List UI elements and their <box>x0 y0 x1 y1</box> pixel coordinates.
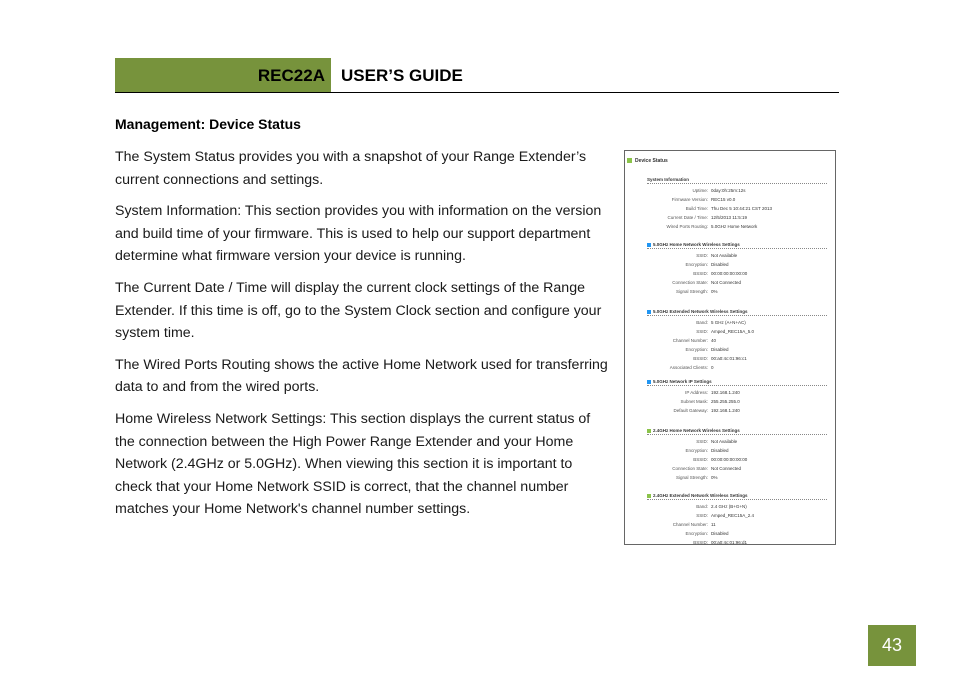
status-row <box>647 538 827 547</box>
row-label: Uptime: <box>692 188 708 193</box>
group-title: 5.0GHz Network IP Settings <box>647 379 827 386</box>
row-label: BSSID: <box>693 356 708 361</box>
row-label: Encryption: <box>685 347 708 352</box>
row-value: 00:a0:4c:01:96:c1 <box>711 356 747 361</box>
paragraph: The Wired Ports Routing shows the active Home Network used for transferring data to and from the wired ports. <box>115 356 608 396</box>
screenshot-title: Device Status <box>627 158 668 164</box>
row-value: 255.255.255.0 <box>711 399 740 404</box>
group-title: 2.4GHz Home Network Wireless Settings <box>647 428 827 435</box>
header-rule <box>115 92 839 93</box>
row-value: Amped_REC15A_5.0 <box>711 329 755 334</box>
status-row <box>647 269 827 278</box>
row-label: Current Date / Time: <box>667 215 708 220</box>
row-value: 00:00:00:00:00:00 <box>711 271 748 276</box>
row-value: 11 <box>711 522 716 527</box>
section-title: Management: Device Status <box>115 116 301 132</box>
row-label: SSID: <box>696 439 708 444</box>
row-value: 40 <box>711 338 717 343</box>
group-icon <box>647 429 651 433</box>
row-value: 00:00:00:00:00:00 <box>711 457 748 462</box>
status-row <box>647 345 827 354</box>
status-row <box>647 336 827 345</box>
device-status-screenshot <box>624 150 836 545</box>
row-value: Amped_REC15A_2.4 <box>711 513 755 518</box>
row-label: Connection State: <box>672 280 708 285</box>
body-text <box>115 146 610 530</box>
row-label: Encryption: <box>685 262 708 267</box>
status-icon <box>627 158 632 163</box>
row-value: 0 <box>711 365 714 370</box>
status-row <box>647 318 827 327</box>
status-group <box>647 309 827 372</box>
row-label: Connection State: <box>672 466 708 471</box>
group-title: 5.0GHz Home Network Wireless Settings <box>647 242 827 249</box>
row-label: Encryption: <box>685 531 708 536</box>
row-label: Firmware Version: <box>671 197 708 202</box>
row-value: 0% <box>711 289 718 294</box>
row-value: 192.168.1.240 <box>711 408 740 413</box>
status-row <box>647 363 827 372</box>
status-row <box>647 287 827 296</box>
paragraph: Home Wireless Network Settings: This section displays the current status of the connection between the High Power Range Extender and your Home Network (2.4GHz or 5.0GHz). When viewing this section it is important to check that your Home Network SSID is correct, that the channel number matches your Home Network's channel number settings. <box>115 410 591 518</box>
row-value: Disabled <box>711 347 729 352</box>
row-label: SSID: <box>696 513 708 518</box>
paragraph: The System Status provides you with a snapshot of your Range Extender’s current connections and settings. <box>115 149 587 188</box>
group-title: System Information <box>647 177 827 184</box>
status-row <box>647 464 827 473</box>
row-value: Not Available <box>711 439 738 444</box>
row-label: SSID: <box>696 329 708 334</box>
row-label: SSID: <box>696 253 708 258</box>
status-row <box>647 195 827 204</box>
row-value: 5.0GHz Home Network <box>711 224 758 229</box>
status-group <box>647 242 827 296</box>
status-row <box>647 388 827 397</box>
paragraph: The Current Date / Time will display the current clock settings of the Range Extender. If this time is off, go to the System Clock section and configure your system time. <box>115 279 602 342</box>
group-title: 5.0GHz Extended Network Wireless Settings <box>647 309 827 316</box>
row-value: 192.168.1.240 <box>711 390 740 395</box>
status-row <box>647 251 827 260</box>
status-group <box>647 493 827 547</box>
row-value: Disabled <box>711 262 729 267</box>
row-label: Band: <box>696 320 708 325</box>
row-value: Not Available <box>711 253 738 258</box>
status-row <box>647 502 827 511</box>
row-value: Disabled <box>711 531 729 536</box>
status-row <box>647 455 827 464</box>
row-value: Disabled <box>711 448 729 453</box>
status-row <box>647 397 827 406</box>
row-value: 2.4 GHz (B+G+N) <box>711 504 747 509</box>
row-value: Not Connected <box>711 280 742 285</box>
row-label: Channel Number: <box>672 522 708 527</box>
group-icon <box>647 310 651 314</box>
status-row <box>647 327 827 336</box>
row-value: Not Connected <box>711 466 742 471</box>
status-row <box>647 446 827 455</box>
status-row <box>647 213 827 222</box>
status-row <box>647 511 827 520</box>
row-value: 5 GHz (A+N+AC) <box>711 320 746 325</box>
status-group <box>647 379 827 415</box>
status-row <box>647 529 827 538</box>
status-row <box>647 278 827 287</box>
row-label: Associated Clients: <box>669 365 708 370</box>
row-label: Channel Number: <box>672 338 708 343</box>
status-row <box>647 406 827 415</box>
guide-title: USER’S GUIDE <box>341 66 463 85</box>
status-group <box>647 177 827 231</box>
status-row <box>647 260 827 269</box>
row-label: Subnet Mask: <box>680 399 708 404</box>
status-row <box>647 354 827 363</box>
row-value: 0% <box>711 475 718 480</box>
group-title: 2.4GHz Extended Network Wireless Settings <box>647 493 827 500</box>
group-icon <box>647 380 651 384</box>
row-label: Encryption: <box>685 448 708 453</box>
group-icon <box>647 494 651 498</box>
row-label: IP Address: <box>685 390 708 395</box>
status-group <box>647 428 827 482</box>
status-row <box>647 222 827 231</box>
row-label: Wired Ports Routing: <box>666 224 708 229</box>
row-label: Band: <box>696 504 708 509</box>
row-value: REC15 v0.0 <box>711 197 736 202</box>
row-label: BSSID: <box>693 457 708 462</box>
status-row <box>647 437 827 446</box>
status-row <box>647 204 827 213</box>
row-label: Build Time: <box>685 206 708 211</box>
paragraph: System Information: This section provides you with information on the version and build time of your firmware. This is used to help our support department determine what firmware version your device is running. <box>115 203 602 265</box>
row-value: Thu Dec 5 10:44:21 CST 2013 <box>711 206 772 211</box>
status-row <box>647 473 827 482</box>
product-label: REC22A <box>115 58 331 93</box>
row-label: Default Gateway: <box>673 408 708 413</box>
group-icon <box>647 243 651 247</box>
row-label: BSSID: <box>693 271 708 276</box>
row-value: 12/5/2013 11:5:19 <box>711 215 747 220</box>
row-label: Signal Strength: <box>675 475 708 480</box>
row-label: Signal Strength: <box>675 289 708 294</box>
row-value: 0day:0h:25m:12s <box>711 188 746 193</box>
status-row <box>647 520 827 529</box>
row-label: BSSID: <box>693 540 708 545</box>
row-value: 00:a0:4c:01:96:d1 <box>711 540 748 545</box>
page-number: 43 <box>868 625 916 666</box>
status-row <box>647 186 827 195</box>
